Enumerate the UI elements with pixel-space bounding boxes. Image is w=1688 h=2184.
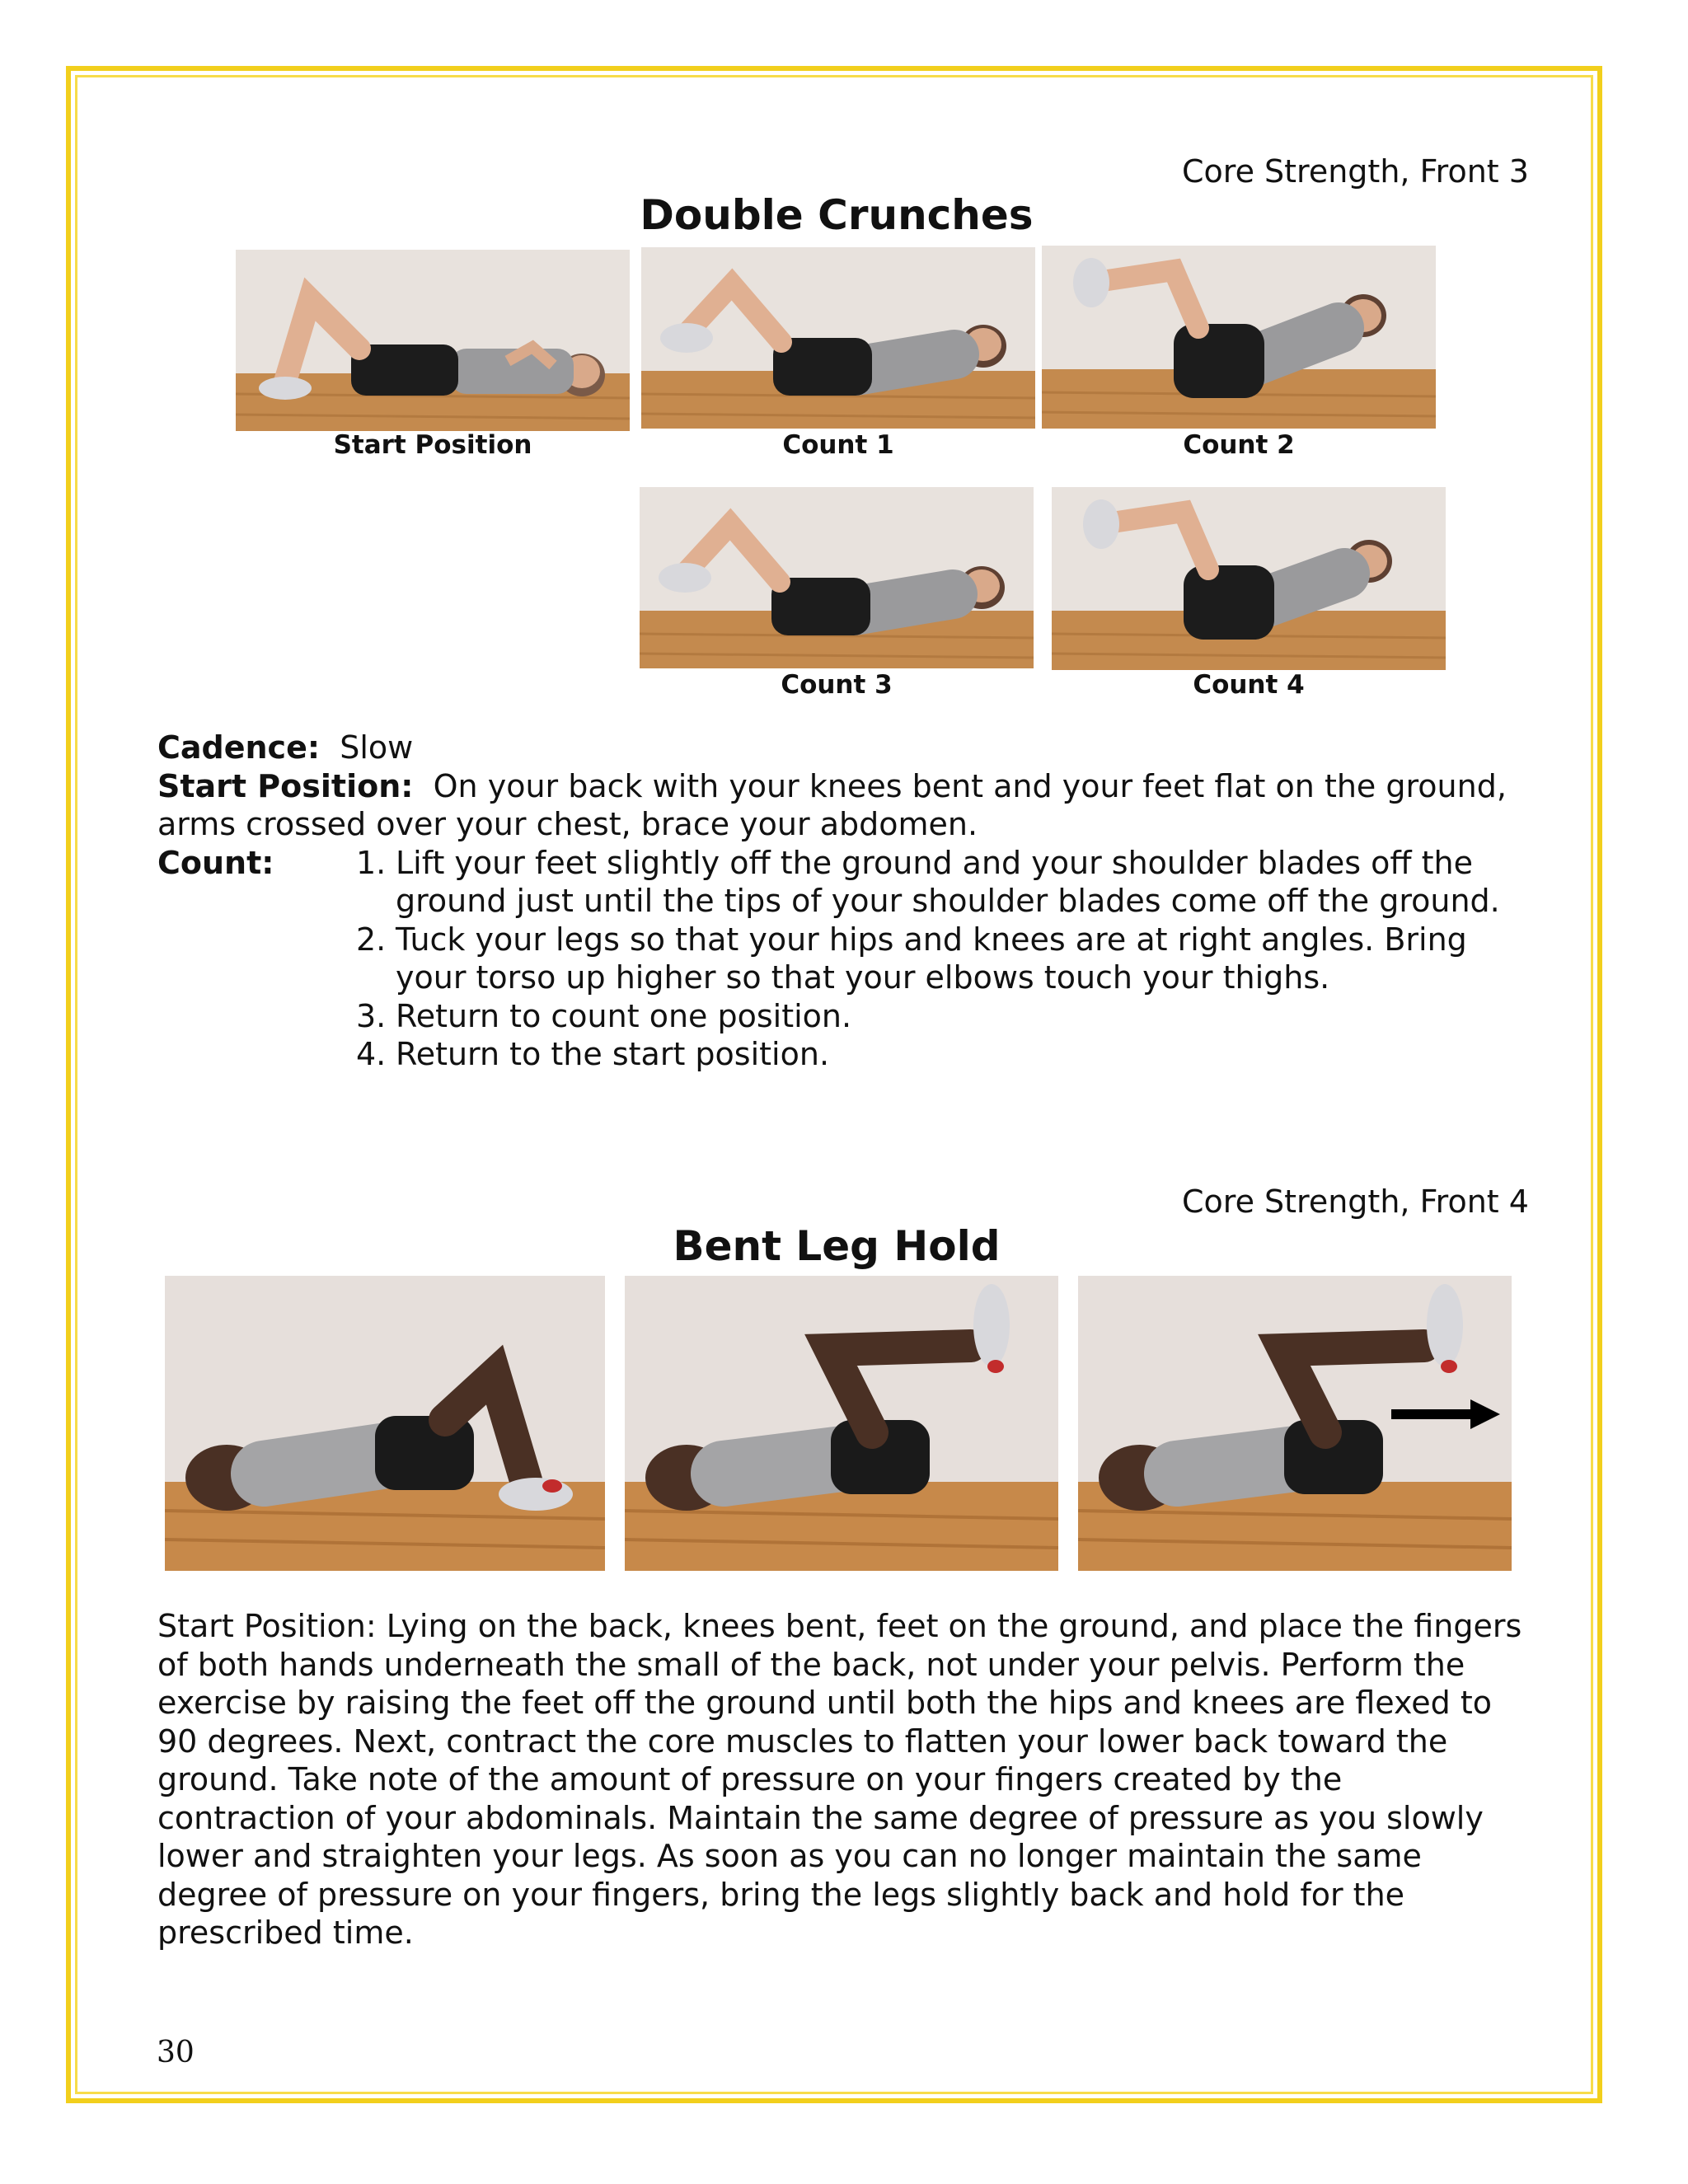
count-item-text: Lift your feet slightly off the ground and your shoulder blades off the ground just until the tips of your shoulder blades come off the ground. (396, 844, 1500, 919)
cadence-label: Cadence: (157, 729, 321, 766)
count-item-text: Return to the start position. (396, 1036, 830, 1072)
count-item (356, 921, 1510, 997)
start-position-label: Start Position: (157, 767, 414, 804)
photo-count-4 (1052, 487, 1446, 670)
page-number: 30 (157, 2036, 195, 2069)
count-item-text: Return to count one position. (396, 997, 852, 1034)
photo-count-3 (640, 487, 1034, 668)
caption-count-4: Count 4 (1193, 670, 1305, 700)
photo-bent-leg-start (165, 1276, 605, 1571)
caption-count-2: Count 2 (1183, 430, 1295, 460)
caption-start-position: Start Position (333, 430, 532, 460)
count-item-number: 4. (356, 1036, 387, 1072)
start-position-text: On your back with your knees bent and your feet flat on the ground, arms crossed over your chest, brace your abdomen. (157, 767, 1507, 842)
count-item-number: 1. (356, 844, 387, 881)
right-arrow-icon (1391, 1399, 1500, 1429)
count-item (356, 844, 1510, 921)
count-label: Count: (157, 844, 274, 881)
cadence-line (157, 729, 1542, 767)
start-position-paragraph (157, 767, 1542, 844)
count-item (356, 1035, 1510, 1074)
cadence-value: Slow (340, 729, 414, 766)
photo-start-position (236, 250, 630, 431)
photo-bent-leg-extend (1078, 1276, 1512, 1571)
count-block (157, 844, 1542, 1074)
section2-title: Bent Leg Hold (673, 1222, 1001, 1270)
count-item-number: 3. (356, 997, 387, 1034)
section1-body (157, 729, 1542, 1074)
photo-bent-leg-raised (625, 1276, 1058, 1571)
caption-count-1: Count 1 (782, 430, 894, 460)
count-list (356, 844, 1510, 1074)
count-item (356, 997, 1510, 1036)
count-item-number: 2. (356, 921, 387, 958)
section1-header: Core Strength, Front 3 (1182, 153, 1529, 190)
count-item-text: Tuck your legs so that your hips and knees are at right angles. Bring your torso up higher so that your elbows touch your thighs. (396, 921, 1467, 996)
section1-title: Double Crunches (640, 191, 1034, 239)
photo-count-2 (1042, 246, 1436, 429)
photo-count-1 (641, 247, 1035, 429)
caption-count-3: Count 3 (781, 670, 893, 700)
section2-header: Core Strength, Front 4 (1182, 1183, 1529, 1220)
section2-description: Start Position: Lying on the back, knees bent, feet on the ground, and place the fingers of both hands underneath the small of the back, not under your pelvis. Perform the exercise by raising the feet off the ground until both the hips and knees are flexed to 90 degrees. Next, contract the core muscles to flatten your lower back toward the ground. Take note of the amount of pressure on your fingers created by the contraction of your abdominals. Maintain the same degree of pressure as you slowly lower and straighten your legs. As soon as you can no longer maintain the same degree of pressure on your fingers, bring the legs slightly back and hold for the prescribed time. (157, 1608, 1522, 1951)
